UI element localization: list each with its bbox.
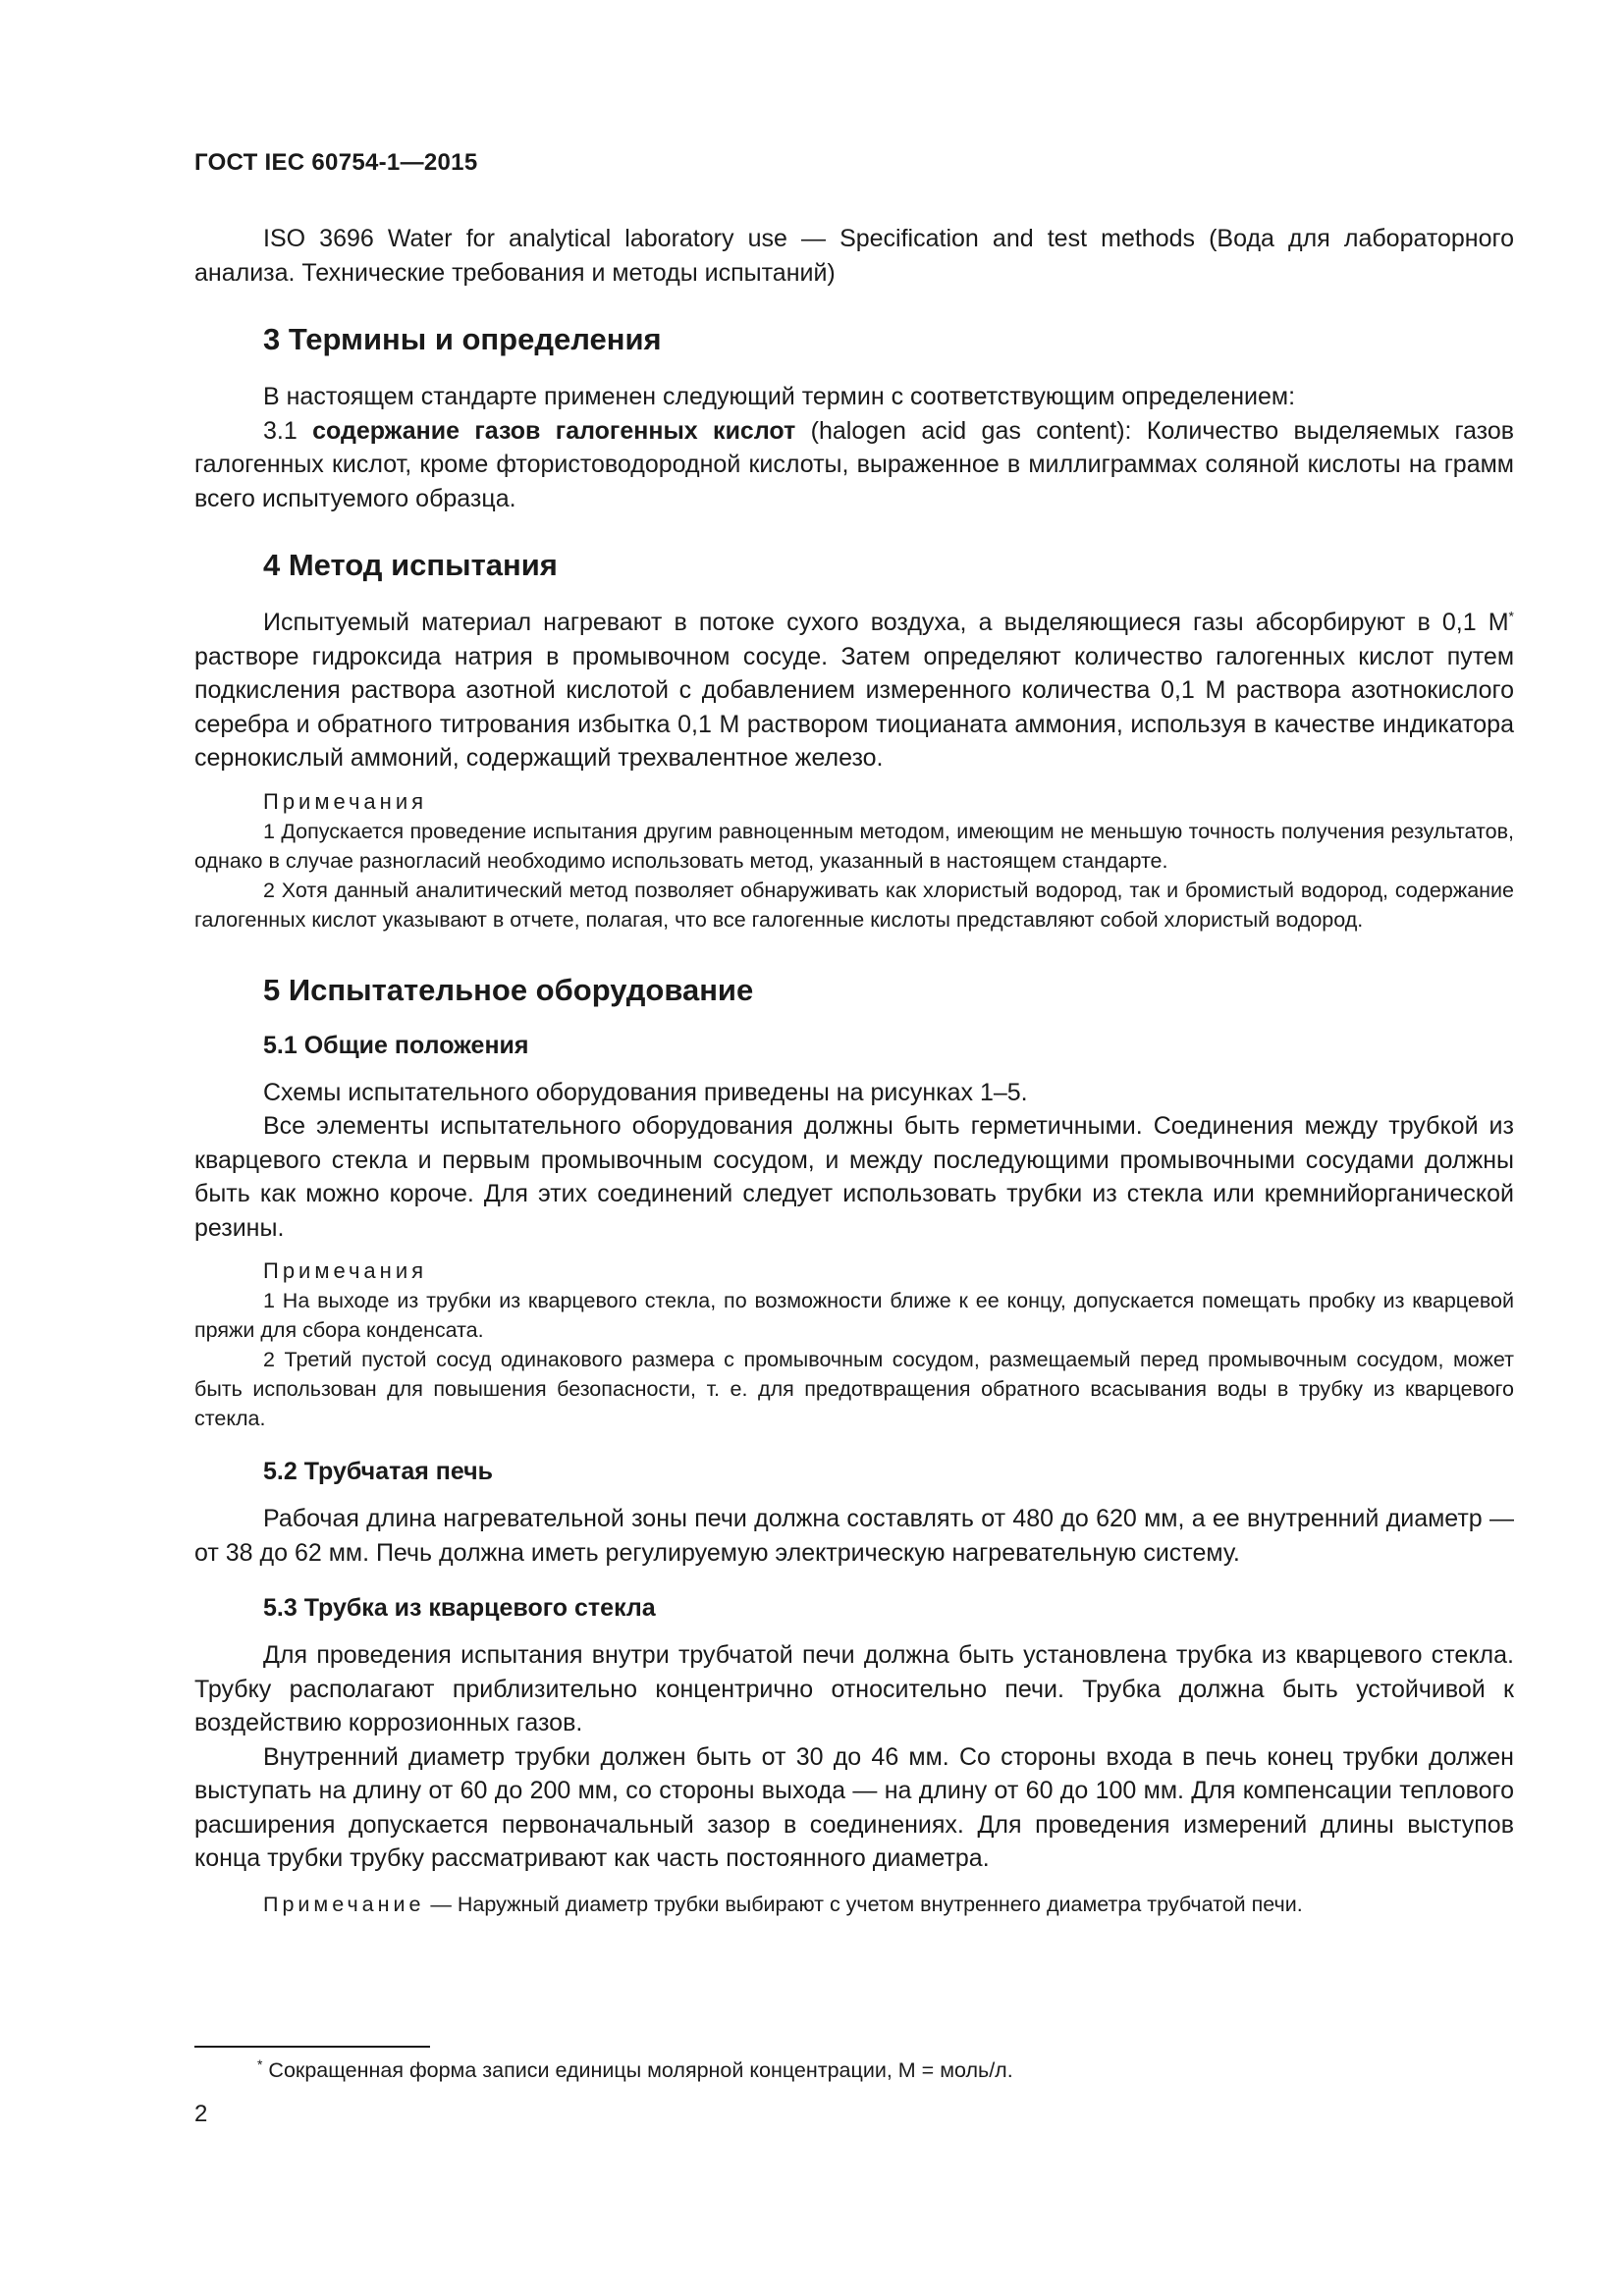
section-5-3-note-text: — Наружный диаметр трубки выбирают с учетом внутреннего диаметра трубчатой печи. — [424, 1892, 1303, 1916]
section-5-3-para-2: Внутренний диаметр трубки должен быть от 30 до 46 мм. Со стороны входа в печь конец трубки должен выступать на длину от 60 до 200 мм, со стороны выхода — на длину от 60 до 100 мм. Для компенсации теплового расширения допускается первоначальный зазор в соединениях. Для проведения измерений длины выступов конца трубки трубку рассматривают как часть постоянного диаметра. — [194, 1742, 1514, 1872]
document-header: ГОСТ IEC 60754-1—2015 — [194, 149, 478, 176]
section-5-3-title: 5.3 Трубка из кварцевого стекла — [263, 1594, 656, 1622]
section-5-3-para-1: Для проведения испытания внутри трубчатой печи должна быть установлена трубка из кварцевого стекла. Трубку располагают приблизительно концентрично относительно печи. Трубка должна быть устойчивой к воздействию коррозионных газов. — [194, 1641, 1514, 1736]
section-5-1-notes — [194, 1286, 1514, 1433]
footnote-reference: * — [1508, 608, 1514, 624]
section-4-paragraph — [194, 606, 1514, 775]
section-4-title: 4 Метод испытания — [263, 548, 558, 582]
footnote-divider — [194, 2046, 430, 2048]
section-5-1-notes-title: Примечания — [263, 1258, 428, 1283]
section-4-text-part2: растворе гидроксида натрия в промывочном сосуде. Затем определяют количество галогенных кислот путем подкисления раствора азотной кислотой с добавлением измеренного количества 0,1 М раствора азотнокислого серебра и обратного титрования избытка 0,1 М раствором тиоцианата аммония, используя в качестве индикатора сернокислый аммоний, содержащий трехвалентное железо. — [194, 642, 1514, 772]
section-5-3-note-label: Примечание — [263, 1892, 425, 1916]
section-4-text-part1: Испытуемый материал нагревают в потоке сухого воздуха, а выделяющиеся газы абсорбируют в 0,1 М — [263, 609, 1509, 636]
section-5-1-title: 5.1 Общие положения — [263, 1031, 529, 1059]
term-name: содержание газов галогенных кислот — [312, 416, 796, 445]
reference-paragraph: ISO 3696 Water for analytical laboratory use — Specification and test methods (Вода для лабораторного анализа. Технические требования и методы испытаний) — [194, 225, 1514, 287]
section-5-2-title: 5.2 Трубчатая печь — [263, 1458, 494, 1485]
section-3-title: 3 Термины и определения — [263, 322, 662, 356]
section-3-intro: В настоящем стандарте применен следующий термин с соответствующим определением: — [263, 383, 1296, 410]
footnote-text: Сокращенная форма записи единицы молярной концентрации, М = моль/л. — [262, 2058, 1013, 2082]
term-definition-paragraph — [194, 414, 1514, 516]
footnote — [257, 2056, 1013, 2085]
section-5-1-para-1: Схемы испытательного оборудования приведены на рисунках 1–5. — [263, 1078, 1028, 1106]
section-5-3-note — [194, 1890, 1514, 1919]
section-4-note-2: 2 Хотя данный аналитический метод позволяет обнаруживать как хлористый водород, так и бромистый водород, содержание галогенных кислот указывают в отчете, полагая, что все галогенные кислоты представляют собой хлористый водород. — [194, 878, 1514, 932]
section-5-1-note-1: 1 На выходе из трубки из кварцевого стекла, по возможности ближе к ее концу, допускается помещать пробку из кварцевой пряжи для сбора конденсата. — [194, 1289, 1514, 1342]
page-number: 2 — [194, 2101, 208, 2127]
section-5-1-note-2: 2 Третий пустой сосуд одинакового размера с промывочным сосудом, размещаемый перед промывочным сосудом, может быть использован для повышения безопасности, т. е. для предотвращения обратного всасывания воды в трубку из кварцевого стекла. — [194, 1348, 1514, 1430]
section-4-note-1: 1 Допускается проведение испытания другим равноценным методом, имеющим не меньшую точность получения результатов, однако в случае разногласий необходимо использовать метод, указанный в настоящем стандарте. — [194, 819, 1514, 873]
section-4-notes-title: Примечания — [263, 788, 428, 814]
section-4-notes — [194, 817, 1514, 934]
document-body — [194, 222, 1514, 1919]
term-number: 3.1 — [263, 416, 313, 445]
section-5-title: 5 Испытательное оборудование — [263, 972, 754, 1007]
section-5-2-para-1: Рабочая длина нагревательной зоны печи должна составлять от 480 до 620 мм, а ее внутренний диаметр — от 38 до 62 мм. Печь должна иметь регулируемую электрическую нагревательную систему. — [194, 1505, 1514, 1567]
section-5-1-para-2: Все элементы испытательного оборудования должны быть герметичными. Соединения между трубкой из кварцевого стекла и первым промывочным сосудом, и между последующими промывочными сосудами должны быть как можно короче. Для этих соединений следует использовать трубки из стекла или кремнийорганической резины. — [194, 1112, 1514, 1242]
term-definition: (halogen acid gas content): Количество выделяемых газов галогенных кислот, кроме фтористоводородной кислоты, выраженное в миллиграммах соляной кислоты на грамм всего испытуемого образца. — [194, 416, 1514, 512]
footnote-mark: * — [257, 2056, 263, 2072]
